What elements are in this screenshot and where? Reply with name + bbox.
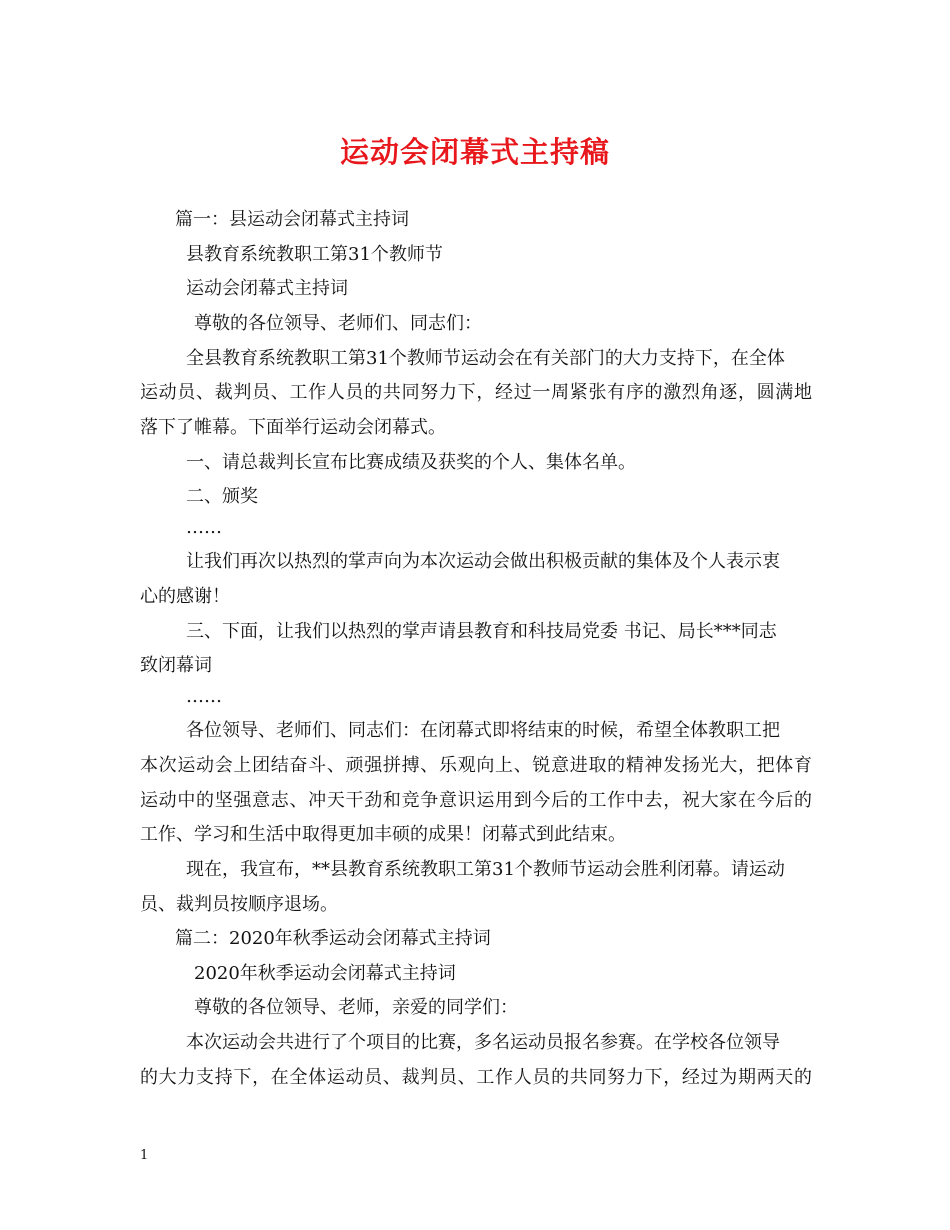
subtitle-line: 县教育系统教职工第31个教师节 — [186, 244, 443, 265]
document-title: 运动会闭幕式主持稿 — [339, 135, 610, 169]
ellipsis-line: …… — [186, 686, 222, 707]
body-line: 落下了帷幕。下面举行运动会闭幕式。 — [140, 417, 446, 438]
section-heading-1: 篇一：县运动会闭幕式主持词 — [175, 209, 409, 230]
body-line: 各位领导、老师们、同志们：在闭幕式即将结束的时候，希望全体教职工把 — [186, 720, 780, 741]
body-line: 让我们再次以热烈的掌声向为本次运动会做出积极贡献的集体及个人表示衷 — [186, 551, 780, 572]
body-line: 本次运动会上团结奋斗、顽强拼搏、乐观向上、锐意进取的精神发扬光大，把体育 — [140, 755, 812, 776]
body-line: 运动员、裁判员、工作人员的共同努力下，经过一周紧张有序的激烈角逐，圆满地 — [140, 382, 812, 403]
body-line: 心的感谢！ — [140, 586, 230, 607]
body-line: 的大力支持下，在全体运动员、裁判员、工作人员的共同努力下，经过为期两天的 — [140, 1067, 812, 1088]
salutation: 尊敬的各位领导、老师们、同志们： — [194, 313, 482, 334]
page-number: 1 — [140, 1148, 149, 1163]
body-line: 员、裁判员按顺序退场。 — [140, 894, 338, 915]
body-line: 全县教育系统教职工第31个教师节运动会在有关部门的大力支持下，在全体 — [186, 348, 785, 369]
body-line: 本次运动会共进行了个项目的比赛，多名运动员报名参赛。在学校各位领导 — [186, 1032, 780, 1053]
salutation: 尊敬的各位领导、老师，亲爱的同学们： — [194, 997, 518, 1018]
section-heading-2: 篇二：2020年秋季运动会闭幕式主持词 — [175, 928, 491, 949]
subtitle-line: 2020年秋季运动会闭幕式主持词 — [194, 963, 456, 984]
subtitle-line: 运动会闭幕式主持词 — [186, 278, 348, 299]
body-line: 一、请总裁判长宣布比赛成绩及获奖的个人、集体名单。 — [186, 452, 636, 473]
body-line: 三、下面，让我们以热烈的掌声请县教育和科技局党委 书记、局长***同志 — [186, 621, 777, 642]
body-line: 工作、学习和生活中取得更加丰硕的成果！闭幕式到此结束。 — [140, 824, 626, 845]
body-line: 致闭幕词 — [140, 655, 212, 676]
ellipsis-line: …… — [186, 517, 222, 538]
body-line: 二、颁奖 — [186, 486, 258, 507]
body-line: 运动中的坚强意志、冲天干劲和竞争意识运用到今后的工作中去，祝大家在今后的 — [140, 790, 812, 811]
body-line: 现在，我宣布，**县教育系统教职工第31个教师节运动会胜利闭幕。请运动 — [186, 859, 785, 880]
